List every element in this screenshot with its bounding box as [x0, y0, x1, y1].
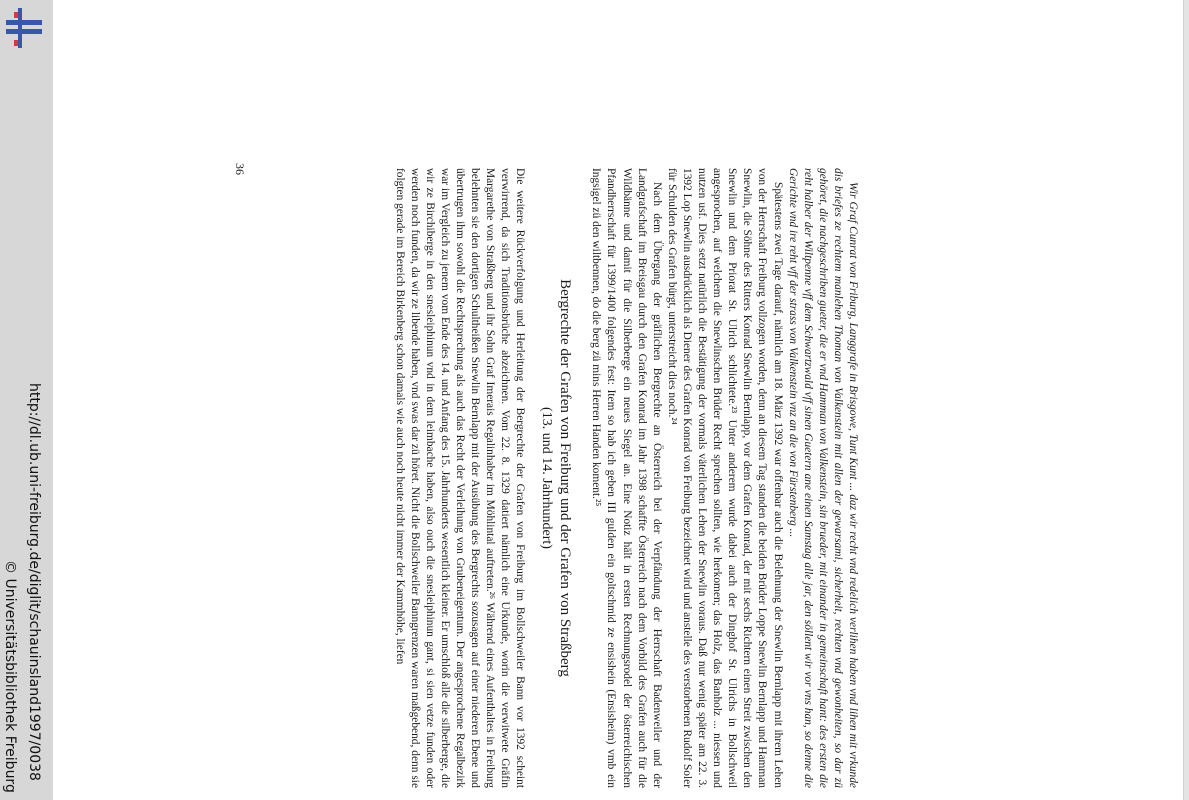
viewer-sidebar [0, 0, 53, 800]
paragraph: Spätestens zwei Tage darauf, nämlich am 18. März 1392 war offenbar auch die Belehnung der Snewlin Bernlapp mit ihrem Lehen von der Herrschaft Freiburg vollzogen worden, denn an diesem Tag standen die beiden Brüder Loppe Snewlin Bernlapp und Hamman Snewlin, die Söhne des Ritters Konrad Snewlin Bernlapp, vor dem Grafen Konrad, der mit sechs Richtern einen Streit zwischen den Snewlin und dem Priorat St. Ulrich schlichtete.²³ Unter anderem wurde dabei auch der Dinghof St. Ulrichs in Bollschweil angesprochen, auf welchem die Snewlinschen Brüder Recht sprechen sollten, wie herkomen; das Holz, das Banholz ... niessen und nutzen usf. Dies setzt natürlich die Bestätigung der vormals väterlichen Lehen der Snewlin voraus. Daß nur wenig später am 22. 3. 1392 Lop Snewlin ausdrücklich als Diener des Grafen Konrad von Freiburg bezeichnet wird und anstelle des verstorbenen Rudolf Soler für Schulden des Grafen bürgt, unterstreicht dies noch.²⁴ [665, 168, 784, 788]
page-number: 36 [233, 163, 247, 175]
paragraph: Nach dem Übergang der gräflichen Bergrechte an Österreich bei der Verpfändung der Herrschaft Badenweiler und der Landgrafschaft im Breisgau durch den Grafen Konrad im Jahr 1398 schaffte Österreich nach dem Vorbild des Grafen auch für die Wildbänne und damit für die Silberberge ein neues Siegel an. Eine Notiz hält in ersten Rechnungsrodel der österreichischen Pfandherrschaft für 1399/1400 folgendes fest: Item so hab ich geben III gulden ein goltschmid ze ensishein (Ensisheim) vmb ein Ingsigel zü den wiltbennen, do die berg zü mins Herren Handen koment.²⁵ [590, 168, 663, 788]
charter-quote: Wir Graf Cunrat von Friburg, Langgrafe in Brisgowe, Tunt Kunt ... daz wir recht vnd redelich verlihen haben vnd lihen mit vrkunde dis briefes ze rechtem manlehen Thoman von Valkenstein mit allen der gewarsami, sicherheit, rechten vnd gewonheiten, so dar zü gehöret, die nachgeschriben gueter, die er vnd Hamman von Valkenstein, sin brueder, mit einander in gemeinschaft hant: des ersten die reht halber der Wiltpenne vff dem Schwartzwald vff sinen Guetern ane einen Samstag alle jar, den söllent wir vor vns han, so denne die Gerichte vnd ire reht vff der strass von Valkenstein vnz an die von Fürstenberg ... [786, 168, 859, 788]
document-page [391, 168, 860, 788]
section-subheading: (13. und 14. Jahrhundert) [539, 407, 555, 549]
paragraph: Die weitere Rückverfolgung und Herleitung der Bergrechte der Grafen von Freiburg im Bollschweiler Bann vor 1392 scheint verwirrend, da sich Traditionsbrüche abzeichnen. Vom 22. 8. 1329 datiert nämlich eine Urkunde, worin die verwitwete Gräfin Margarethe von Straßberg und ihr Sohn Graf Imerais Regalinhaber im Möhlintal auftreten.²⁶ Während eines Aufenthaltes in Freiburg belehnten sie den dortigen Schultheißen Snewlin Bernlapp mit der Ausübung des Bergrechts sozusagen auf einer niederen Ebene und übertrugen ihm sowohl die Rechtsprechung als auch das Recht der Verleihung von Grubeneigentum. Der angesprochene Regalbezirk war im Vergleich zu jenem vom Ende des 14. und Anfang des 15. Jahrhunderts wesentlich kleiner. Er umschloß alle die silberberge, die wir ze Birchiberge in den snesleiphinun vnd in dem leimbache haben, also ouch die snesleiphinun gant, si sien vetze funden oder werden noch funden, da wir ze libende haben, vnd swas dar zü höret. Nicht die Bollschweiler Banngrenzen waren maßgebend, denn sie folgten gerade im Bereich Birkenberg schon damals wie auch noch heute nicht immer der Kammhöhe, liefen [393, 168, 527, 788]
ub-freiburg-logo-icon [4, 6, 44, 50]
copyright-notice: © Universitätsbibliothek Freiburg [2, 560, 18, 793]
viewer-scroll-edge[interactable] [1183, 0, 1189, 800]
source-url[interactable]: http://dl.ub.uni-freiburg.de/diglit/schauinsland1997/0038 [26, 383, 42, 781]
section-heading: Bergrechte der Grafen von Freiburg und der Grafen von Straßberg [557, 279, 574, 677]
